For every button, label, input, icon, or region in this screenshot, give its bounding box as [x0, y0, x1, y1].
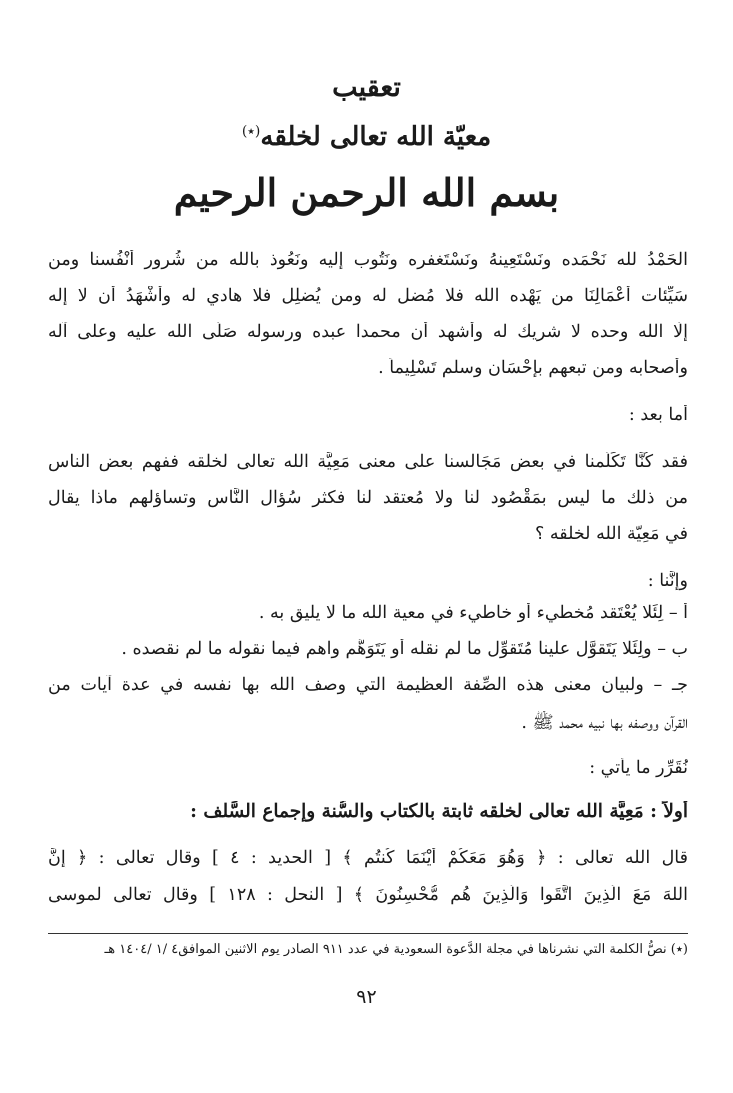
- body-line: الحَمْدُ لله نَحْمَده ونَسْتَعِينهُ ونَسْتَغفره ونَتُوب إليه ونَعُوذ بالله من شُرور أَنْفُسنا ومن: [48, 250, 688, 270]
- footnote-divider: [48, 933, 688, 934]
- body-line: اللهَ مَعَ الَّذِينَ اتَّقَوا وَالَّذِينَ هُم مُّحْسِنُونَ ﴾ [ النحل : ١٢٨ ] وقال تعالى لموسى: [48, 885, 688, 905]
- body-line: إِلَّا الله وحده لا شريك له وأشهد أن محمدا عبده ورسوله صَلَّى الله عليه وعلى آله: [48, 322, 688, 342]
- body-line: قال الله تعالى : ﴿ وَهُوَ مَعَكُمْ أَيْنَمَا كُنتُم ﴾ [ الحديد : ٤ ] وقال تعالى : ﴿ إِنَّ: [48, 848, 688, 868]
- page-number: ٩٢: [356, 986, 377, 1008]
- list-item: القرآن ووصفه بها نبيه محمد ﷺ .: [521, 713, 688, 733]
- wa-innana-line: وإِنَّنا :: [647, 571, 688, 591]
- footnote-marker: (٭): [241, 123, 261, 140]
- basmala: [0, 170, 733, 215]
- page-subtitle: [0, 122, 733, 152]
- amma-bad-line: أما بعد :: [628, 405, 688, 425]
- nuqarrir-line: نُقَرِّر ما يأتي :: [589, 758, 688, 778]
- body-line: سَيِّئات أَعْمَالِنَا من يَهْده الله فلا مُضل له ومن يُضلِل فلا هادي له وأَشْهَدُ أن لا إله: [48, 286, 688, 306]
- basmala-text: بسم الله الرحمن الرحيم: [173, 170, 560, 215]
- list-item: ب – ولِئَلا يَتَقوَّل علينا مُتَقوِّل ما لم نقله أو يَتَوَهَّم واهم فيما نقوله ما لم نقصده .: [121, 639, 688, 659]
- body-line: في مَعِيّة الله لخلقه ؟: [535, 524, 688, 544]
- footnote: (٭) نصُّ الكلمة التي نشرناها في مجلة الدَّعوة السعودية في عدد ٩١١ الصادر يوم الاثنين الموافق٤ /١ /١٤٠٤ هـ: [104, 942, 688, 957]
- body-line: من ذلك ما ليس بمَقْصُود لنا ولا مُعتقد لنا فكثر سُؤال النَّاس وتساؤلهم ماذا يقال: [48, 488, 688, 508]
- subtitle-text: معيّة الله تعالى لخلقه: [260, 122, 492, 152]
- body-line: فقد كُنَّا تَكَلَّمنا في بعض مَجَالسنا على معنى مَعِيَّة الله تعالى لخلقه ففهم بعض الناس: [48, 452, 688, 472]
- page-title: [0, 72, 733, 103]
- section-heading: أولاً : مَعِيَّة الله تعالى لخلقه ثابتة بالكتاب والسُّنة وإجماع السَّلف :: [190, 801, 688, 822]
- body-line: وأصحابه ومن تبعهم بإِحْسَان وسلم تَسْلِيماً .: [378, 358, 688, 378]
- list-item: أ – لِئَلا يُعْتَقد مُخطيء أَو خاطيء في معية الله ما لا يليق به .: [258, 603, 688, 623]
- list-item: جـ – ولبيان معنى هذه الصِّفة العظيمة التي وصف الله بها نفسه في عدة آيات من: [48, 675, 688, 695]
- title-text: تعقيب: [332, 72, 401, 103]
